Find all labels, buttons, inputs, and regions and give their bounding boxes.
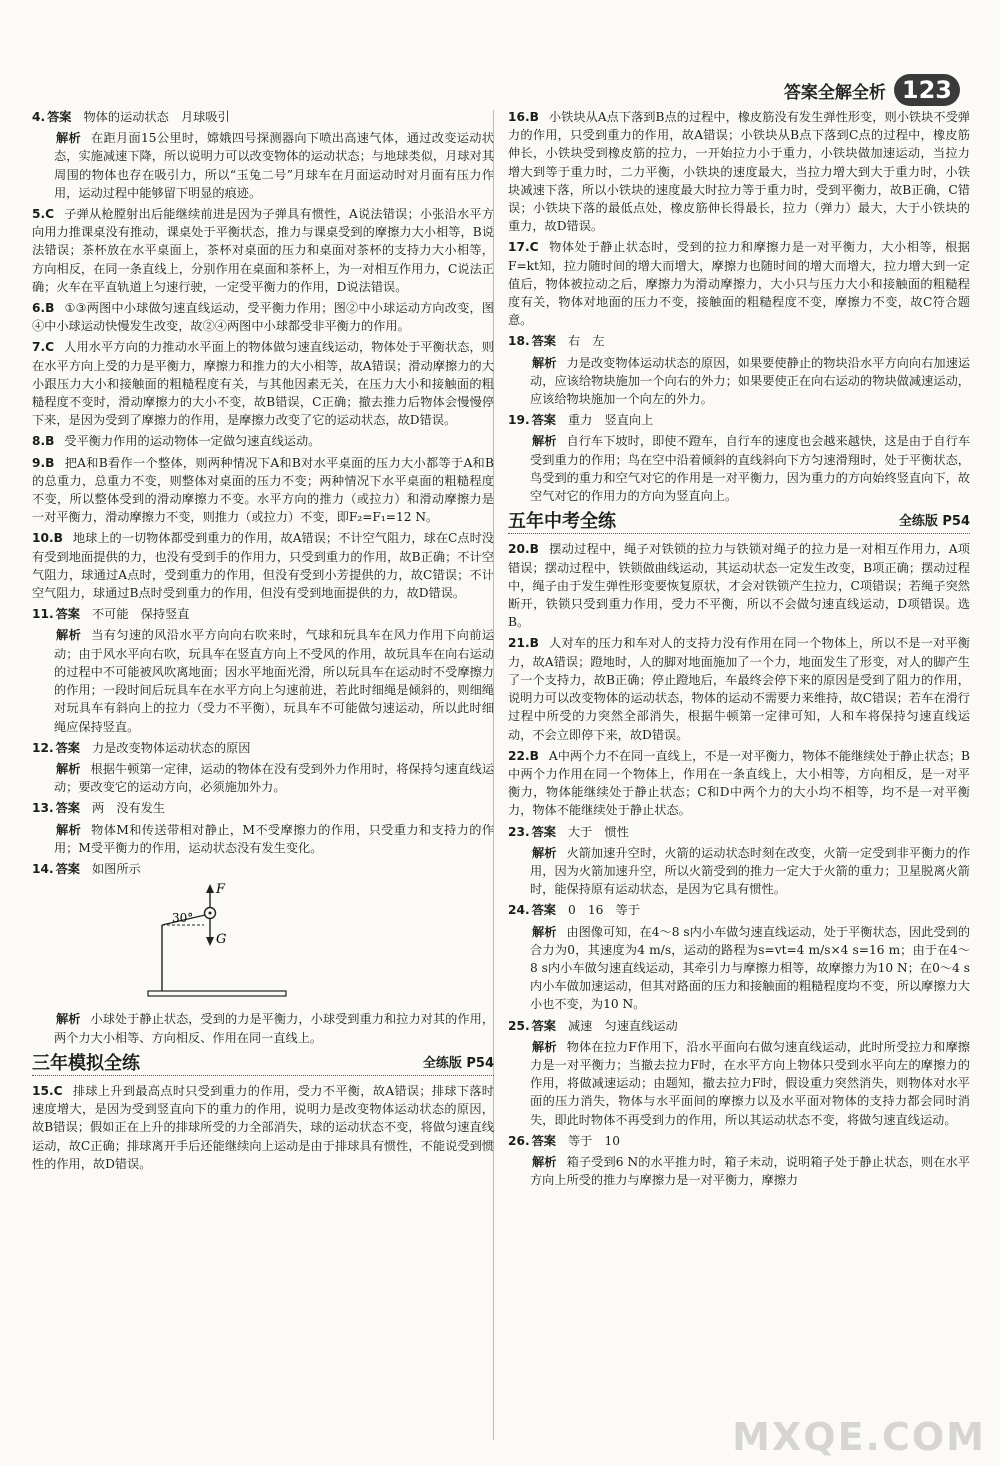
answer-text: 大于 惯性	[567, 824, 629, 839]
page-header	[784, 72, 960, 108]
analysis-text: 自行车下坡时，即使不蹬车，自行车的速度也会越来越快，这是由于自行车受到重力的作用；鸟在空中沿着倾斜的直线斜向下方匀速滑翔时，处于平衡状态，鸟受到的重力和空气对它的作用是一对平衡力，因为重力的方向始终竖直向下，故空气对它的作用力的方向为竖直向上。	[530, 434, 971, 504]
analysis-item	[32, 821, 494, 857]
question-item	[32, 454, 494, 527]
analysis-text: 由图像可知，在4～8 s内小车做匀速直线运动，处于平衡状态，因此受到的合力为0，其速度为4 m/s，运动的路程为s=vt=4 m/s×4 s=16 m；由于在4～8 s内小车做匀速直线运动，其牵引力与摩擦力相等，故摩擦力为10 N；在0～4 s内小车做加速运动，但其对路面的压力和接触面的粗糙程度均不变，所以摩擦力大小也不变，为10 N。	[530, 924, 971, 1012]
analysis-label: 解析	[532, 924, 557, 939]
label-angle: 30°	[172, 911, 194, 926]
question-number: 11.	[32, 607, 54, 622]
analysis-item	[508, 1038, 970, 1129]
question-number: 24.	[508, 903, 530, 918]
answer-item	[32, 739, 494, 757]
answer-label: 答案	[55, 740, 80, 755]
answer-text: 物体的运动状态 月球吸引	[83, 110, 230, 124]
question-number: 14.	[32, 861, 54, 876]
question-number: 20.B	[508, 542, 539, 557]
analysis-label: 解析	[56, 628, 82, 643]
question-number: 19.	[508, 413, 530, 428]
section-ref-right: 全练版 P54	[898, 514, 970, 530]
question-number: 5.C	[32, 207, 55, 222]
question-text: 人对车的压力和车对人的支持力没有作用在同一个物体上，所以不是一对平衡力，故A错误；蹬地时，人的脚对地面施加了一个力，地面发生了形变，对人的脚产生了一个支持力，故B正确；停止蹬地后，车最终会停下来的原因是受到了阻力的作用，说明力可以改变物体的运动状态，物体的运动不需要力来维持，故C错误；若车在滑行过程中所受的力突然全部消失，根据牛顿第一定律可知，人和车将保持匀速直线运动，不会立即停下来，故D错误。	[508, 636, 970, 742]
question-item	[32, 432, 494, 450]
question-text: A中两个力不在同一直线上，不是一对平衡力，物体不能继续处于静止状态；B中两个力作用在同一个物体上，作用在一条直线上，大小相等，方向相反，是一对平衡力，物体能继续处于静止状态；C和D中两个力的大小均不相等，均不是一对平衡力，物体不能继续处于静止状态。	[508, 748, 970, 818]
force-g-arrowhead	[206, 937, 214, 946]
analysis-item	[508, 844, 970, 899]
section-header-left	[32, 1052, 494, 1076]
section-title-right: 五年中考全练	[508, 511, 616, 533]
answer-item	[508, 1132, 970, 1150]
question-number: 4.	[32, 110, 46, 124]
question-text: 人用水平方向的力推动水平面上的物体做匀速直线运动，物体处于平衡状态，则在水平方向上受的力是平衡力，摩擦力和推力的大小相等，故A错误；滑动摩擦力的大小跟压力大小和接触面的粗糙程度有关，与其他因素无关，在压力大小和接触面的粗糙程度不变时，滑动摩擦力的大小不变，故B错误，C正确；撤去推力后物体会慢慢停下来，是因为受到了摩擦力的作用，是摩擦力改变了它的运动状态，故D错误。	[32, 340, 494, 428]
answer-item	[508, 1017, 970, 1035]
question-number: 6.B	[32, 301, 55, 316]
answer-text: 如图所示	[91, 861, 141, 876]
analysis-text: 物体在拉力F作用下，沿水平面向右做匀速直线运动，此时所受拉力和摩擦力是一对平衡力；当撤去拉力F时，在水平方向上物体只受到水平向左的摩擦力的作用，将做减速运动；由题知，撤去拉力F时，假设重力突然消失，则物体对水平面的压力消失，物体与水平面间的摩擦力以及水平面对物体的支持力都会同时消失，即此时物体不再受到力的作用，所以其运动状态不变，将做匀速直线运动。	[530, 1039, 970, 1127]
question-number: 21.B	[508, 636, 539, 651]
question-text: 排球上升到最高点时只受到重力的作用，受力不平衡，故A错误；排球下落时速度增大，是因为受到竖直向下的重力的作用，说明力是改变物体运动状态的原因，故B错误；假如正在上升的排球所受的力全部消失，球的运动状态不变，将做匀速直线运动，故C正确；排球离开手后还能继续向上运动是由于排球具有惯性，不能说受到惯性的作用，故D错误。	[32, 1083, 494, 1171]
analysis-label: 解析	[532, 1039, 557, 1054]
question-number: 22.B	[508, 748, 539, 763]
analysis-label: 解析	[532, 845, 557, 860]
answer-label: 答案	[55, 607, 80, 622]
analysis-text: 火箭加速升空时，火箭的运动状态时刻在改变，火箭一定受到非平衡力的作用，因为火箭加速升空，所以火箭受到的推力一定大于火箭的重力；卫星脱离火箭时，能保持原有运动状态，是因为它具有惯性。	[530, 845, 971, 897]
question-item	[32, 299, 494, 335]
analysis-item	[32, 760, 494, 796]
question-item	[32, 205, 494, 296]
base	[148, 991, 286, 996]
question-number: 7.C	[32, 340, 55, 355]
answer-text: 不可能 保持竖直	[91, 607, 190, 622]
question-number: 8.B	[32, 434, 55, 449]
analysis-text: 根据牛顿第一定律，运动的物体在没有受到外力作用时，将保持匀速直线运动；要改变它的运动方向，必须施加外力。	[54, 761, 495, 795]
question-number: 9.B	[32, 455, 55, 470]
ball-center	[209, 912, 212, 915]
question-number: 18.	[508, 334, 530, 349]
question-number: 26.	[508, 1133, 530, 1148]
question-number: 15.C	[32, 1083, 63, 1098]
analysis-item	[508, 923, 970, 1014]
analysis-text: 物体M和传送带相对静止，M不受摩擦力的作用，只受重力和支持力的作用；M受平衡力的作用，运动状态没有发生变化。	[54, 822, 494, 855]
answer-text: 等于 10	[567, 1133, 621, 1148]
answer-label: 答案	[531, 824, 556, 839]
answer-label: 答案	[55, 801, 80, 816]
answer-text: 减速 匀速直线运动	[567, 1018, 678, 1033]
analysis-item	[32, 129, 494, 202]
answer-label: 答案	[531, 1018, 556, 1033]
answer-text: 两 没有发生	[91, 801, 166, 816]
analysis-item	[508, 432, 970, 505]
analysis-text: 力是改变物体运动状态的原因，如果要使静止的物块沿水平方向向右加速运动，应该给物块施加一个向右的外力；如果要使正在向右运动的物块做减速运动，应该给物块施加一个向左的外力。	[530, 355, 971, 407]
question-item	[32, 338, 494, 429]
question-number: 17.C	[508, 240, 539, 255]
analysis-item	[32, 626, 494, 735]
question-number: 13.	[32, 801, 54, 816]
answer-text: 0 16 等于	[567, 903, 640, 918]
answer-item	[508, 411, 970, 429]
header-title: 答案全解全析	[783, 82, 886, 103]
section-title-left: 三年模拟全练	[32, 1052, 140, 1074]
answer-text: 右 左	[567, 334, 605, 349]
question-text: ①③两图中小球做匀速直线运动，受平衡力作用；图②中小球运动方向改变，图④中小球运动快慢发生改变，故②④两图中小球都受非平衡力的作用。	[32, 301, 494, 334]
answer-text: 重力 竖直向上	[567, 413, 654, 428]
analysis-item	[508, 1153, 970, 1189]
answer-item	[32, 799, 494, 817]
analysis-label: 解析	[532, 434, 557, 449]
analysis-item	[32, 1010, 494, 1046]
question-item	[508, 634, 970, 743]
analysis-text: 在距月面15公里时，嫦娥四号探测器向下喷出高速气体，通过改变运动状态，实施减速下降，所以说明力可以改变物体的运动状态；与地球类似，月球对其周围的物体也存在吸引力，所以“玉兔二号”月球车在月面运动时对月面有压力作用，运动过程中能够留下明显的痕迹。	[54, 131, 494, 200]
answer-text: 力是改变物体运动状态的原因	[91, 740, 251, 755]
analysis-label: 解析	[56, 822, 82, 837]
question-number: 25.	[508, 1018, 530, 1033]
force-f-arrowhead	[206, 884, 214, 893]
section-ref-left: 全练版 P54	[422, 1055, 494, 1071]
question-item	[32, 529, 494, 602]
analysis-label: 解析	[532, 355, 557, 370]
answer-label: 答案	[531, 413, 556, 428]
question-text: 小铁块从A点下落到B点的过程中，橡皮筋没有发生弹性形变，则小铁块不受弹力的作用，只受到重力的作用，故A错误；小铁块从B点下落到C点的过程中，橡皮筋伸长，小铁块受到橡皮筋的拉力，一开始拉力小于重力，小铁块做加速运动，当拉力增大到等于重力时，二力平衡，小铁块的速度最大，当拉力增大到大于重力时，小铁块减速下落，所以小铁块的速度最大时拉力等于重力时，受到平衡力，故B正确，C错误；小铁块下落的最低点处，橡皮筋伸长得最长，拉力（弹力）最大，大于小铁块的重力，故D错误。	[508, 110, 970, 234]
answer-item	[32, 860, 494, 878]
question-item	[508, 747, 970, 820]
label-f: F	[216, 882, 226, 898]
analysis-item	[508, 354, 970, 409]
analysis-text: 小球处于静止状态，受到的力是平衡力，小球受到重力和拉力对其的作用，两个力大小相等、方向相反、作用在同一直线上。	[54, 1012, 495, 1045]
watermark: MXQE.COM	[732, 1415, 986, 1459]
answer-item	[508, 901, 970, 919]
answer-item	[32, 605, 494, 623]
question-text: 物体处于静止状态时，受到的拉力和摩擦力是一对平衡力，大小相等，根据F=kt知，拉力随时间的增大而增大，摩擦力也随时间的增大而增大，拉力增大到一定值后，物体被拉动之后，摩擦力为滑动摩擦力，大小只与压力大小和接触面的粗糙程度有关，物体对地面的压力不变，接触面的粗糙程度不变，摩擦力不变，故C符合题意。	[508, 240, 970, 328]
analysis-label: 解析	[56, 131, 81, 146]
label-g: G	[216, 932, 227, 948]
answer-item	[508, 823, 970, 841]
answer-label: 答案	[531, 903, 556, 918]
question-number: 12.	[32, 740, 54, 755]
question-text: 受平衡力作用的运动物体一定做匀速直线运动。	[64, 434, 321, 449]
answer-item	[508, 332, 970, 350]
question-text: 子弹从枪膛射出后能继续前进是因为子弹具有惯性，A说法错误；小张沿水平方向用力推课桌没有推动，课桌处于平衡状态，推力与课桌受到的摩擦力大小相等，B说法错误；茶杯放在水平桌面上，茶杯对桌面的压力和桌面对茶杯的支持力大小相等，方向相反，在同一条直线上，分别作用在桌面和茶杯上，为一对相互作用力，C说法正确；火车在平直轨道上匀速行驶，一定受平衡力的作用，D说法错误。	[32, 207, 494, 294]
analysis-label: 解析	[532, 1154, 557, 1169]
question-number: 16.B	[508, 110, 539, 124]
analysis-text: 箱子受到6 N的水平推力时，箱子未动，说明箱子处于静止状态，则在水平方向上所受的推力与摩擦力是一对平衡力，摩擦力	[530, 1154, 971, 1188]
answer-label: 答案	[55, 861, 80, 876]
right-column	[508, 108, 970, 1192]
section-header-right	[508, 513, 970, 534]
force-diagram	[142, 881, 382, 1001]
question-number: 10.B	[32, 531, 63, 546]
answer-item	[32, 108, 494, 126]
figure-14	[142, 881, 494, 1006]
analysis-label: 解析	[56, 761, 81, 776]
question-item	[32, 1082, 494, 1173]
analysis-text: 当有匀速的风沿水平方向向右吹来时，气球和玩具车在风力作用下向前运动；由于风水平向右吹，玩具车在竖直方向上不受风的作用，故玩具车在向右运动的过程中不可能被风吹离地面；因水平地面光滑，所以玩具车在运动时不受摩擦力的作用；一段时间后玩具车在水平方向上匀速前进，若此时细绳是倾斜的，则细绳对玩具车有斜向上的拉力（受力不平衡），玩具车不可能做匀速运动，所以此时细绳应保持竖直。	[54, 628, 495, 734]
answer-label: 答案	[47, 110, 72, 124]
analysis-label: 解析	[56, 1012, 81, 1027]
question-text: 把A和B看作一个整体，则两种情况下A和B对水平桌面的压力大小都等于A和B的总重力，总重力不变，则整体对桌面的压力不变；两种情况下水平桌面的粗糙程度不变，所以整体受到的滑动摩擦力不变。水平方向的推力（或拉力）和滑动摩擦力是一对平衡力，滑动摩擦力不变，则推力（或拉力）不变，即F₂=F₁=12 N。	[32, 455, 494, 525]
page-number: 123	[894, 74, 960, 106]
question-item	[508, 540, 970, 631]
answer-label: 答案	[531, 1133, 556, 1148]
question-text: 地球上的一切物体都受到重力的作用，故A错误；不计空气阻力，球在C点时没有受到地面提供的力，也没有受到手的作用力，只受到重力的作用，故B正确；不计空气阻力，球通过A点时，受到重力的作用，但没有受到小芳提供的力，故C错误；不计空气阻力，球通过B点时受到重力的作用，但没有受到地面提供的力，故D错误。	[32, 531, 494, 601]
question-item	[508, 238, 970, 329]
question-number: 23.	[508, 824, 530, 839]
question-text: 摆动过程中，绳子对铁锁的拉力与铁锁对绳子的拉力是一对相互作用力，A项错误；摆动过程中，铁锁做曲线运动，其运动状态一定发生改变，B项正确；摆动过程中，绳子由于发生弹性形变要恢复原状，才会对铁锁产生拉力，C项错误；若绳子突然断开，铁锁只受到重力作用，受力不平衡，所以不会做匀速直线运动，D项错误。选B。	[508, 542, 970, 630]
left-column	[32, 108, 494, 1176]
question-item	[508, 108, 970, 235]
answer-label: 答案	[531, 334, 556, 349]
